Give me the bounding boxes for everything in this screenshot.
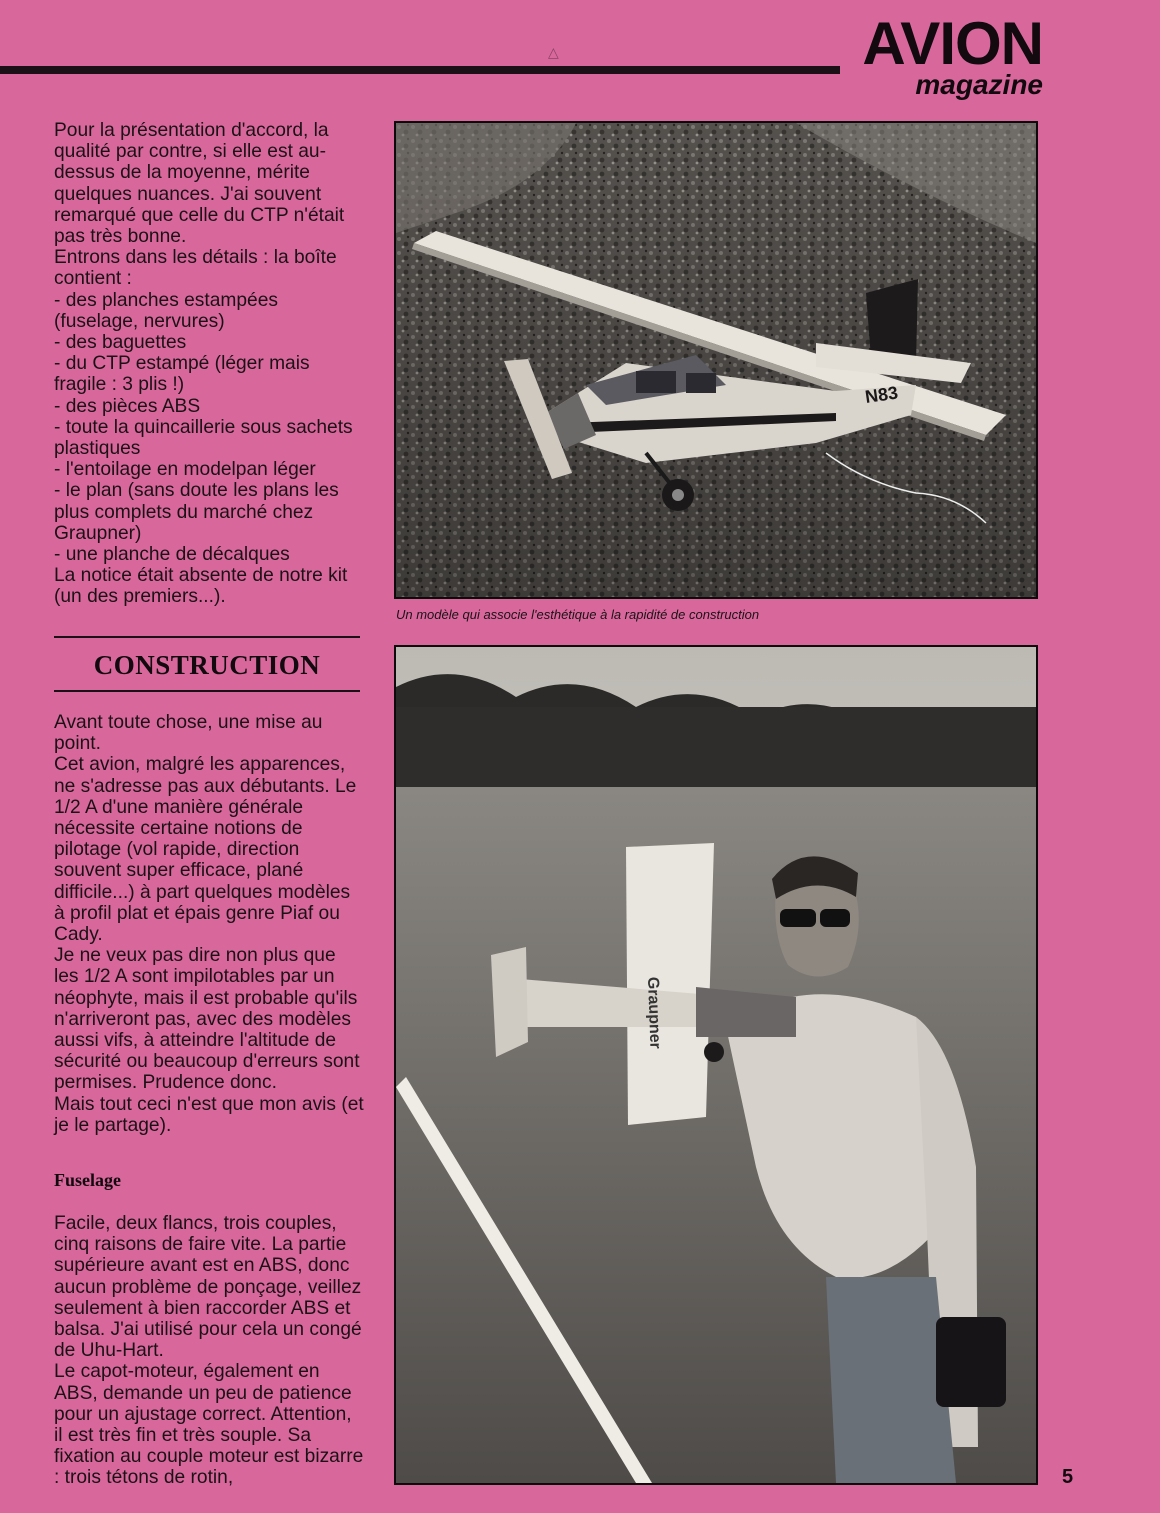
construction-paragraph-3: Je ne veux pas dire non plus que les 1/2 A sont impilotables par un néophyte, mais il est probable qu'ils n'arriveront pas, avec des modèles aussi vifs, à atteindre l'altitude de sécurité ou beaucoup d'erreurs sont permises. Prudence donc. xyxy=(54,945,360,1094)
fuselage-paragraph-2: Le capot-moteur, également en ABS, demande un peu de patience pour un ajustage correct. Attention, il est très fin et très souple. Sa fixation au couple moteur est bizarre : trois tétons de rotin, xyxy=(54,1361,364,1489)
kit-item-6: - l'entoilage en modelpan léger xyxy=(54,459,316,481)
fuselage-paragraph-1: Facile, deux flancs, trois couples, cinq raisons de faire vite. La partie supérieure avant est en ABS, donc aucun problème de ponçage, veillez seulement à bien raccorder ABS et balsa. J'ai utilisé pour cela un congé de Uhu-Hart. xyxy=(54,1213,362,1362)
intro-paragraph-1: Pour la présentation d'accord, la qualité par contre, si elle est au-dessus de la moyenne, mérite quelques nuances. J'ai souvent remarqué que celle du CTP n'était pas très bonne. xyxy=(54,120,345,248)
kit-item-2: - des baguettes xyxy=(54,332,187,354)
masthead-rule xyxy=(0,66,840,74)
page-number: 5 xyxy=(1062,1466,1074,1488)
intro-paragraph-2: Entrons dans les détails : la boîte contient : xyxy=(54,247,337,290)
construction-column xyxy=(54,712,364,1136)
brand-title: AVION xyxy=(862,10,1043,77)
photo-pilot-with-model xyxy=(394,645,1038,1485)
wing-marking: Graupner xyxy=(644,976,664,1050)
intro-column xyxy=(54,120,364,608)
kit-item-3: - du CTP estampé (léger mais fragile : 3 plis !) xyxy=(54,353,310,396)
kit-item-5: - toute la quincaillerie sous sachets plastiques xyxy=(54,416,353,460)
kit-item-7: - le plan (sans doute les plans les plus complets du marché chez Graupner) xyxy=(54,480,339,544)
kit-item-8: - une planche de décalques xyxy=(54,544,290,566)
brand-subtitle: magazine xyxy=(915,69,1043,100)
section-rule-top xyxy=(54,636,360,638)
section-title-construction: CONSTRUCTION xyxy=(93,650,321,680)
construction-paragraph-4: Mais tout ceci n'est que mon avis (et je le partage). xyxy=(54,1093,364,1136)
construction-paragraph-2: Cet avion, malgré les apparences, ne s'adresse pas aux débutants. Le 1/2 A d'une manière générale nécessite certaine notions de pilotage (vol rapide, direction souvent super efficace, plané difficile...) à part quelques modèles à profil plat et épais genre Piaf ou Cady. xyxy=(54,754,357,946)
intro-paragraph-3: La notice était absente de notre kit (un des premiers...). xyxy=(54,565,348,608)
triangle-mark-icon: △ xyxy=(548,44,559,60)
brand-logo xyxy=(838,10,1043,100)
fuselage-column xyxy=(54,1213,364,1489)
photo-caption: Un modèle qui associe l'esthétique à la rapidité de construction xyxy=(396,607,760,622)
photo-airplane-on-ground xyxy=(394,121,1038,599)
subhead-fuselage: Fuselage xyxy=(54,1170,121,1190)
section-rule-bottom xyxy=(54,690,360,692)
kit-item-1: - des planches estampées (fuselage, nervures) xyxy=(54,289,278,332)
kit-item-4: - des pièces ABS xyxy=(54,395,201,417)
aircraft-registration: N83 xyxy=(863,382,900,407)
construction-paragraph-1: Avant toute chose, une mise au point. xyxy=(54,712,323,755)
